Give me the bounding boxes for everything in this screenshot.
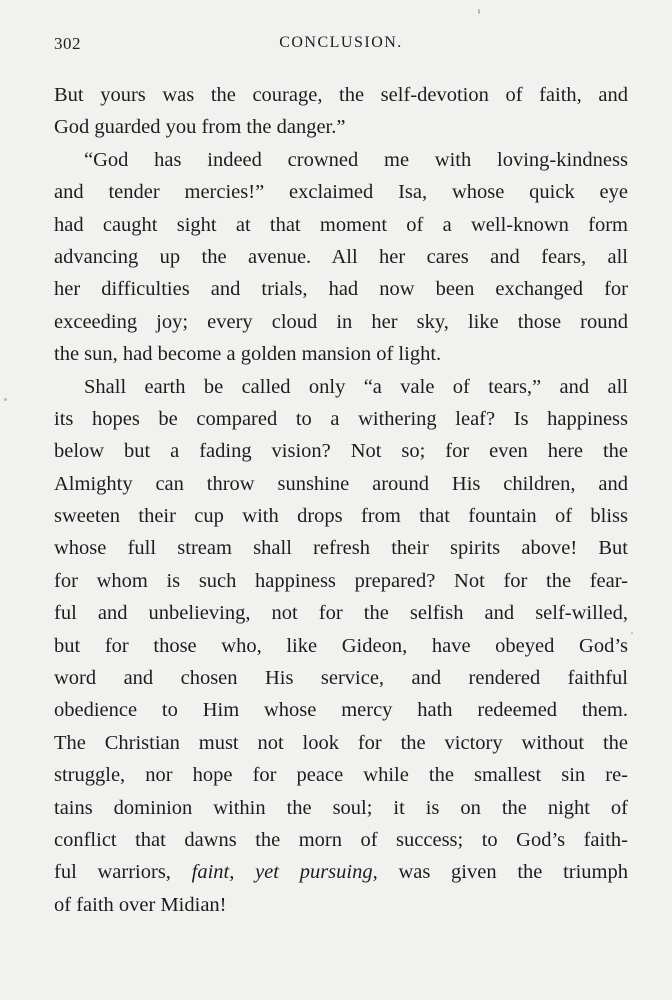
text-line: conflict that dawns the morn of success; to God’s faith- bbox=[54, 828, 628, 851]
italic-phrase: faint, yet pursuing, bbox=[191, 861, 378, 884]
text-line: had caught sight at that moment of a well-known form bbox=[54, 213, 628, 236]
text-line: struggle, nor hope for peace while the smallest sin re- bbox=[54, 764, 628, 787]
text-line: “God has indeed crowned me with loving-kindness bbox=[84, 148, 628, 171]
text-line: sweeten their cup with drops from that fountain of bliss bbox=[54, 505, 628, 528]
running-title: CONCLUSION. bbox=[279, 34, 403, 51]
text-line: advancing up the avenue. All her cares and fears, all bbox=[54, 245, 628, 268]
text-line: for whom is such happiness prepared? Not for the fear- bbox=[54, 569, 628, 592]
text-line: Shall earth be called only “a vale of tears,” and all bbox=[84, 375, 628, 398]
body-text bbox=[54, 79, 628, 921]
text-line: exceeding joy; every cloud in her sky, like those round bbox=[54, 310, 628, 333]
text-line: God guarded you from the danger.” bbox=[54, 116, 346, 139]
text-line: But yours was the courage, the self-devotion of faith, and bbox=[54, 84, 628, 106]
text-run: ful warriors, bbox=[54, 861, 192, 884]
text-line bbox=[54, 856, 628, 888]
text-line: below but a fading vision? Not so; for even here the bbox=[54, 440, 628, 463]
text-line: its hopes be compared to a withering leaf? Is happiness bbox=[54, 407, 628, 430]
text-line: Almighty can throw sunshine around His children, and bbox=[54, 472, 628, 495]
text-line: obedience to Him whose mercy hath redeemed them. bbox=[54, 699, 628, 722]
text-line: word and chosen His service, and rendered faithful bbox=[54, 667, 628, 690]
page-header bbox=[54, 34, 628, 64]
paper-speck bbox=[4, 398, 7, 401]
paper-speck bbox=[631, 632, 633, 634]
text-line: of faith over Midian! bbox=[54, 893, 227, 916]
text-run: was given the triumph bbox=[377, 861, 628, 884]
paper-speck bbox=[478, 9, 480, 14]
text-line: the sun, had become a golden mansion of light. bbox=[54, 343, 442, 366]
text-line: tains dominion within the soul; it is on the night of bbox=[54, 796, 628, 819]
text-line: whose full stream shall refresh their spirits above! But bbox=[54, 537, 628, 560]
text-line: and tender mercies!” exclaimed Isa, whose quick eye bbox=[54, 181, 628, 204]
text-line: The Christian must not look for the victory without the bbox=[54, 731, 628, 754]
text-line: but for those who, like Gideon, have obeyed God’s bbox=[54, 634, 628, 657]
text-line: ful and unbelieving, not for the selfish and self-willed, bbox=[54, 602, 628, 625]
page-number: 302 bbox=[54, 34, 81, 53]
text-line: her difficulties and trials, had now been exchanged for bbox=[54, 278, 628, 301]
